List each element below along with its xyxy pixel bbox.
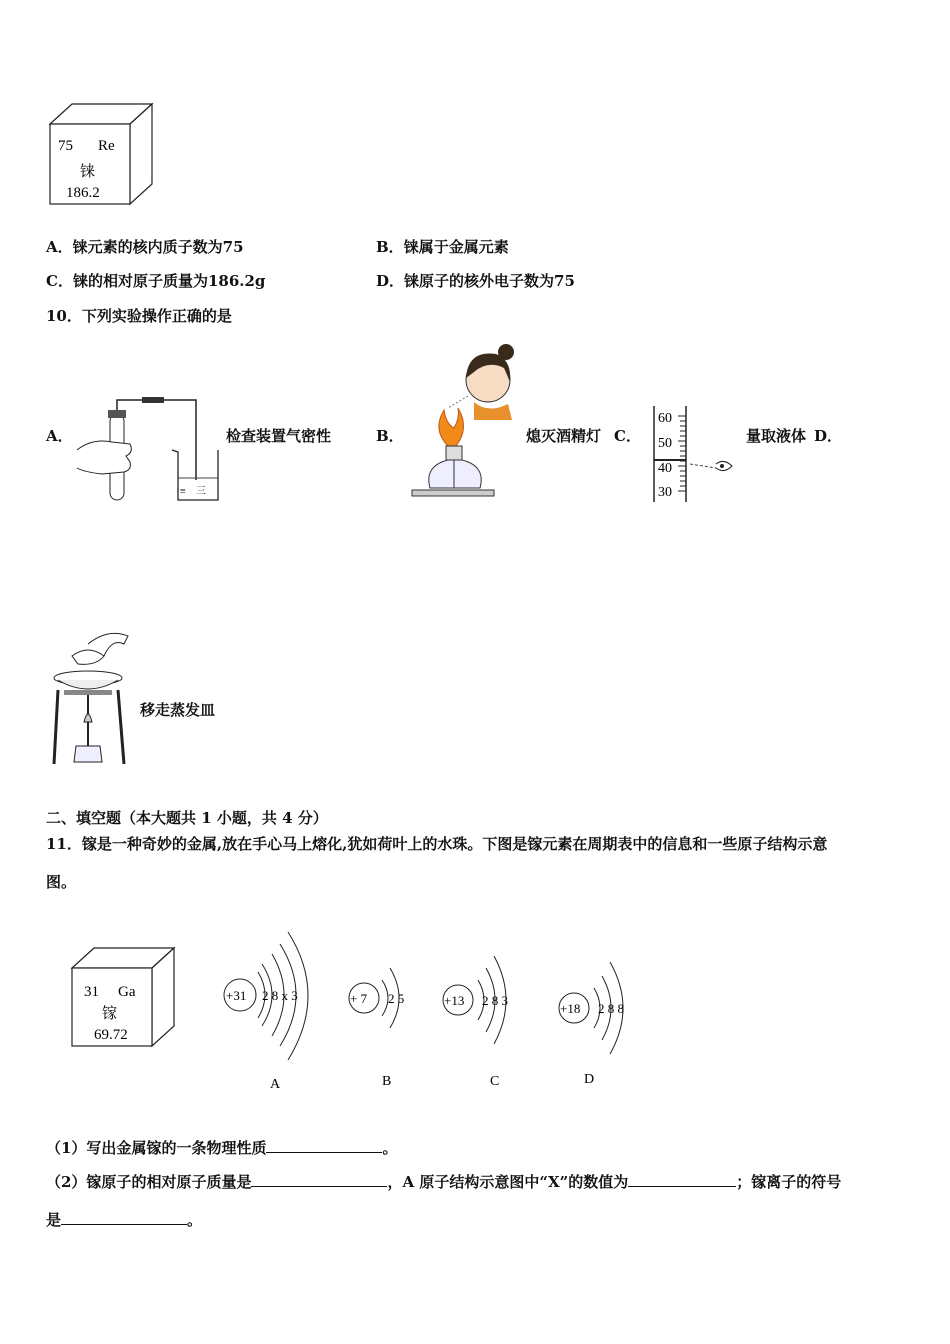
svg-text:2 8 x 3: 2 8 x 3 (262, 988, 298, 1003)
q9-option-b: B．铼属于金属元素 (376, 238, 509, 256)
svg-text:A: A (270, 1077, 281, 1092)
cylinder-tick-30: 30 (658, 485, 672, 500)
q10-option-d-caption: 移走蒸发皿 (140, 701, 216, 719)
q9-option-a: A．铼元素的核内质子数为75 (46, 238, 244, 256)
evaporating-dish-illustration (48, 626, 138, 770)
q11-stem-line1: 11．镓是一种奇妙的金属,放在手心马上熔化,犹如荷叶上的水珠。下图是镓元素在周期表中的信息和一些原子结构示意 (46, 835, 828, 853)
q10-stem: 10．下列实验操作正确的是 (46, 307, 232, 325)
svg-text:+31: +31 (226, 988, 247, 1003)
cylinder-tick-50: 50 (658, 436, 672, 451)
rhenium-element-card (46, 100, 158, 208)
re-symbol: Re (98, 138, 115, 154)
svg-text:C: C (490, 1074, 500, 1089)
svg-text:三: 三 (196, 486, 206, 497)
svg-text:+13: +13 (444, 993, 465, 1008)
re-name: 铼 (80, 164, 96, 180)
q11-stem-line2: 图。 (46, 873, 77, 891)
svg-text:≡: ≡ (180, 486, 186, 497)
q11-sub1: （1）写出金属镓的一条物理性质 。 (46, 1139, 398, 1157)
gallium-element-card (68, 944, 180, 1052)
svg-text:2 5: 2 5 (388, 991, 405, 1006)
ga-symbol: Ga (118, 984, 136, 1000)
q9-option-d: D．铼原子的核外电子数为75 (376, 272, 575, 290)
answer-blank-physical-property[interactable] (266, 1138, 382, 1153)
q10-option-a-letter: A． (46, 427, 73, 445)
q10-option-d-letter: D． (814, 427, 843, 445)
extinguish-alcohol-lamp-illustration (408, 338, 528, 504)
re-mass: 186.2 (66, 185, 100, 201)
atom-diagram-c (438, 944, 534, 1094)
q11-sub2-line2: 是 。 (46, 1211, 203, 1229)
answer-blank-atomic-mass[interactable] (251, 1172, 387, 1187)
atom-diagram-a (216, 922, 326, 1098)
q10-option-b-caption: 熄灭酒精灯 (526, 427, 602, 445)
q10-option-c-caption: 量取液体 (746, 427, 807, 445)
answer-blank-x-value[interactable] (628, 1172, 736, 1187)
svg-text:D: D (584, 1072, 595, 1087)
svg-text:B: B (382, 1074, 392, 1089)
re-number: 75 (58, 138, 73, 154)
answer-blank-ion-symbol[interactable] (61, 1210, 187, 1225)
graduated-cylinder-illustration (650, 402, 740, 504)
atom-diagram-b (344, 948, 424, 1094)
ga-name: 镓 (102, 1006, 118, 1022)
svg-text:+18: +18 (560, 1001, 581, 1016)
svg-text:+ 7: + 7 (350, 991, 368, 1006)
airtightness-check-illustration (72, 390, 227, 508)
ga-mass: 69.72 (94, 1027, 128, 1043)
q10-option-b-letter: B． (376, 427, 404, 445)
q10-option-c-letter: C． (614, 427, 641, 445)
ga-number: 31 (84, 984, 99, 1000)
cylinder-tick-60: 60 (658, 411, 672, 426)
section-title: 二、填空题（本大题共 1 小题，共 4 分） (46, 809, 328, 827)
svg-text:2 8 8: 2 8 8 (598, 1001, 624, 1016)
cylinder-tick-40: 40 (658, 461, 672, 476)
atom-diagram-d (554, 948, 650, 1094)
q10-option-a-caption: 检查装置气密性 (226, 427, 332, 445)
q11-sub2-line1: （2）镓原子的相对原子质量是 ，A 原子结构示意图中“X”的数值为 ；镓离子的符号 (46, 1173, 842, 1191)
svg-text:2 8 3: 2 8 3 (482, 993, 508, 1008)
q9-option-c: C．铼的相对原子质量为186.2g (46, 272, 266, 290)
